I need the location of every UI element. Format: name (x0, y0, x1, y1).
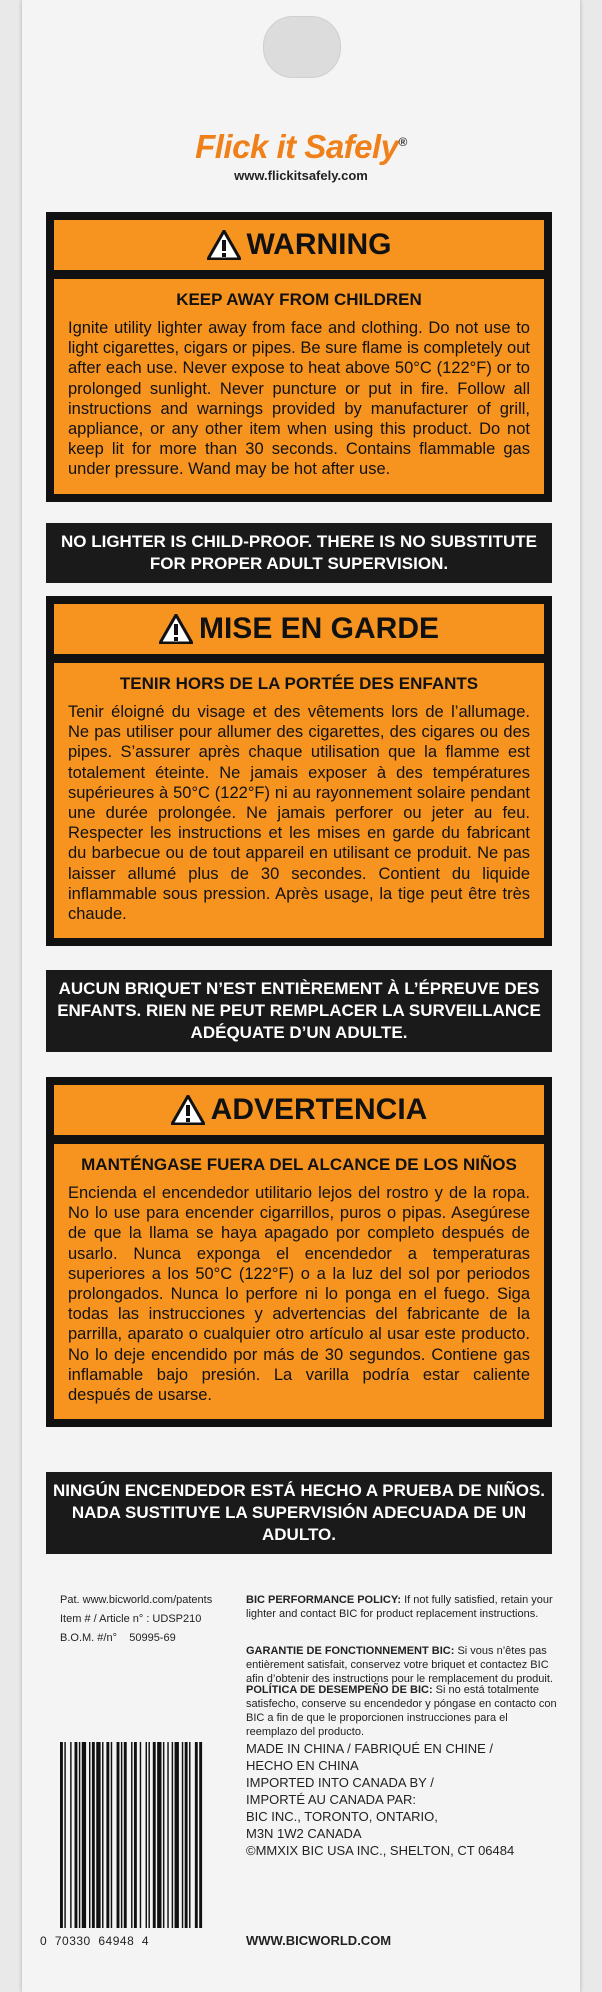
barcode-bar (106, 1742, 109, 1928)
warning-panel-fr (46, 596, 552, 946)
barcode-bar (163, 1742, 164, 1928)
brand-url: www.flickitsafely.com (234, 168, 368, 183)
registered-mark: ® (398, 135, 407, 149)
barcode-bar (82, 1742, 86, 1928)
origin-line: IMPORTED INTO CANADA BY / (246, 1775, 434, 1790)
barcode-bar (167, 1742, 168, 1928)
warning-subtitle-en: KEEP AWAY FROM CHILDREN (176, 290, 422, 309)
barcode-image (60, 1742, 240, 1928)
warning-body-fr (54, 663, 544, 938)
warning-triangle-icon (171, 1095, 205, 1125)
barcode-bar (189, 1742, 190, 1928)
barcode-bar (124, 1742, 127, 1928)
barcode-bar (140, 1742, 141, 1928)
warning-text-fr: Tenir éloigné du visage et des vêtements lors de l’allumage. Ne pas utiliser pour allumer des cigarettes, des cigares ou des pipes. S’assurer après chaque utilisation que la flamme est totalement éteinte. Ne jamais exposer à des températures supérieures à 50°C (122°F) ni au rayonnement solaire pendant une durée prolongée. Ne jamais perforer ou jeter au feu. Respecter les instructions et les mises en garde du fabricant du barbecue ou de tout appareil en utilisant ce produit. Ne pas laisser allumé plus de 30 secondes. Contient du liquide inflammable sous pression. Après usage, la tige peut être très chaude. (68, 703, 530, 924)
policy-en-text: If not fully satisfied, retain your lighter and contact BIC for product replacement instructions. (246, 1594, 553, 1620)
barcode-bar (134, 1742, 137, 1928)
barcode-bar (157, 1742, 161, 1928)
barcode-bar (89, 1742, 90, 1928)
warning-subtitle-es: MANTÉNGASE FUERA DEL ALCANCE DE LOS NIÑOS (81, 1155, 517, 1174)
warning-header-en (54, 220, 544, 273)
warning-text-es: Encienda el encendedor utilitario lejos del rostro y de la ropa. No lo use para encender cigarrillos, puros o pipas. Asegúrese de que la llama se haya apagado por completo después de usarlo. Nunca exponga el encendedor a temperaturas superiores a los 50°C (122°F) o a la luz del sol por periodos prolongados. Nunca lo perfore ni lo ponga en el fuego. Siga todas las instrucciones y advertencias del fabricante de la parrilla, aparato o cualquier otro artículo al usar este producto. No lo deje encendido por más de 30 segundos. Contiene gas inflamable bajo presión. La varilla podría estar caliente después de usarse. (68, 1184, 530, 1405)
warning-subtitle-fr: TENIR HORS DE LA PORTÉE DES ENFANTS (119, 674, 479, 693)
barcode-digits: 0 70330 64948 4 (40, 1934, 150, 1948)
warning-triangle-icon (159, 614, 193, 644)
warning-header-fr (54, 604, 544, 657)
barcode-bar (146, 1742, 147, 1928)
warning-triangle-icon (207, 230, 241, 260)
warning-body-es (54, 1144, 544, 1419)
warning-title-fr: MISE EN GARDE (198, 612, 440, 645)
warning-panel-en (46, 212, 552, 502)
warning-panel-es (46, 1077, 552, 1427)
bom-number (60, 1631, 176, 1645)
website-link[interactable]: WWW.BICWORLD.COM (246, 1933, 392, 1948)
warning-text-en: Ignite utility lighter away from face and clothing. Do not use to light cigarettes, cigars or pipes. Be sure flame is completely out after each use. Never expose to heat above 50°C (122°F) or to prolonged sunlight. Never puncture or put in fire. Follow all instructions and warnings provided by manufacturer of grill, appliance, or any other item when using this product. Do not keep lit for more than 30 seconds. Contains flammable gas under pressure. Wand may be hot after use. (68, 319, 530, 479)
policy-en (246, 1593, 558, 1621)
barcode-bar (131, 1742, 132, 1928)
notice-en: NO LIGHTER IS CHILD-PROOF. THERE IS NO SUBSTITUTE FOR PROPER ADULT SUPERVISION. (46, 523, 552, 583)
barcode-bar (195, 1742, 198, 1928)
policy-es-label: POLÍTICA DE DESEMPEÑO DE BIC: (246, 1684, 433, 1696)
barcode-bar (117, 1742, 120, 1928)
notice-es: NINGÚN ENCENDEDOR ESTÁ HECHO A PRUEBA DE NIÑOS. NADA SUSTITUYE LA SUPERVISIÓN ADECUADA DE UN ADULTO. (46, 1472, 552, 1554)
barcode-bar (70, 1742, 71, 1928)
origin-info (246, 1740, 556, 1859)
bom-value: 50995-69 (129, 1632, 176, 1644)
policy-fr-text: Si vous n’êtes pas entièrement satisfait, conservez votre briquet et contactez BIC afin d’obtenir des instructions pour le remplacement du produit. (246, 1645, 553, 1685)
barcode-bar (64, 1742, 65, 1928)
item-number: Item # / Article n° : UDSP210 (60, 1613, 202, 1625)
policy-es (246, 1683, 558, 1739)
policy-fr (246, 1644, 558, 1686)
brand-name: Flick it Safely (195, 128, 399, 165)
notice-fr: AUCUN BRIQUET N’EST ENTIÈREMENT À L’ÉPREUVE DES ENFANTS. RIEN NE PEUT REMPLACER LA SURVEILLANCE ADÉQUATE D’UN ADULTE. (46, 970, 552, 1052)
barcode-bar (79, 1742, 80, 1928)
barcode-bar (185, 1742, 188, 1928)
origin-line: MADE IN CHINA / FABRIQUÉ EN CHINE / (246, 1741, 494, 1756)
barcode-bar (121, 1742, 122, 1928)
barcode-bar (172, 1742, 173, 1928)
brand-logo (0, 128, 602, 166)
barcode-bar (148, 1742, 149, 1928)
barcode-bar (111, 1742, 112, 1928)
barcode-bar (60, 1742, 63, 1928)
warning-header-es (54, 1085, 544, 1138)
policy-fr-label: GARANTIE DE FONCTIONNEMENT BIC: (246, 1645, 455, 1657)
origin-line: BIC INC., TORONTO, ONTARIO, (246, 1809, 438, 1824)
bom-label: B.O.M. #/n° (60, 1632, 117, 1644)
origin-line: HECHO EN CHINA (246, 1758, 359, 1773)
patents-text: Pat. www.bicworld.com/patents (60, 1594, 213, 1606)
origin-line: IMPORTÉ AU CANADA PAR: (246, 1792, 417, 1807)
barcode-bar (75, 1742, 78, 1928)
hang-hole (263, 16, 341, 78)
barcode-bar (102, 1742, 103, 1928)
barcode-bar (199, 1742, 202, 1928)
barcode-bar (153, 1742, 156, 1928)
barcode-bar (175, 1742, 179, 1928)
policy-en-label: BIC PERFORMANCE POLICY: (246, 1594, 402, 1606)
barcode-bar (182, 1742, 183, 1928)
barcode-bar (92, 1742, 95, 1928)
warning-body-en (54, 279, 544, 494)
warning-title-es: ADVERTENCIA (210, 1093, 428, 1126)
barcode-bar (96, 1742, 100, 1928)
origin-line: M3N 1W2 CANADA (246, 1826, 362, 1841)
policy-es-text: Si no está totalmente satisfecho, conserve su encendedor y póngase en contacto con BIC a fin de que le proporcionen instrucciones para el reemplazo del producto. (246, 1684, 557, 1738)
origin-line: ©MMXIX BIC USA INC., SHELTON, CT 06484 (246, 1843, 515, 1858)
warning-title-en: WARNING (246, 228, 392, 261)
